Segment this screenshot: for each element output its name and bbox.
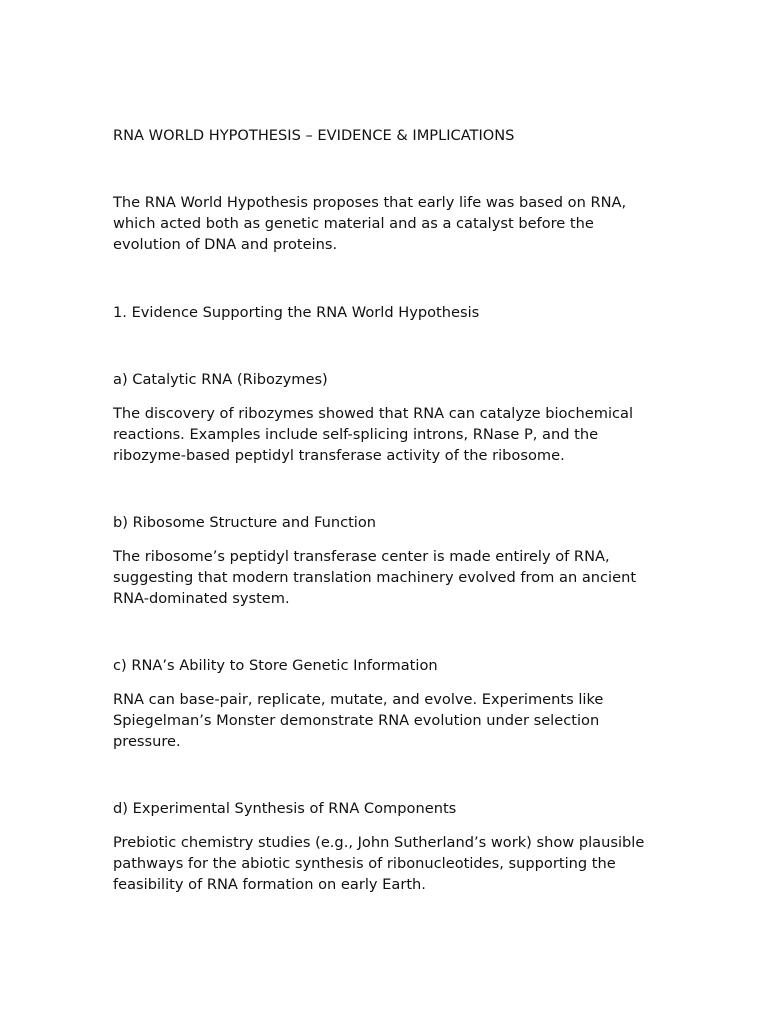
subsection-heading-genetic-information: c) RNA’s Ability to Store Genetic Information (113, 657, 438, 674)
subsection-paragraph-ribozymes: The discovery of ribozymes showed that RNA can catalyze biochemical reactions. Examples include self-splicing introns, RNase P, and the ribozyme-based peptidyl transferase activity of the ribosome. (113, 405, 634, 464)
subsection-paragraph-synthesis: Prebiotic chemistry studies (e.g., John Sutherland’s work) show plausible pathways for the abiotic synthesis of ribonucleotides, supporting the feasibility of RNA formation on early Earth. (113, 834, 645, 893)
subsection-paragraph-genetic-information: RNA can base-pair, replicate, mutate, and evolve. Experiments like Spiegelman’s Monster demonstrate RNA evolution under selection pressure. (113, 691, 604, 750)
subsection-heading-ribozymes: a) Catalytic RNA (Ribozymes) (113, 371, 328, 388)
subsection-heading-ribosome: b) Ribosome Structure and Function (113, 514, 377, 531)
intro-paragraph: The RNA World Hypothesis proposes that early life was based on RNA, which acted both as genetic material and as a catalyst before the evolution of DNA and proteins. (113, 194, 627, 253)
subsection-paragraph-ribosome: The ribosome’s peptidyl transferase center is made entirely of RNA, suggesting that modern translation machinery evolved from an ancient RNA-dominated system. (113, 548, 637, 607)
section-heading-evidence: 1. Evidence Supporting the RNA World Hypothesis (113, 304, 480, 321)
document-title: RNA WORLD HYPOTHESIS – EVIDENCE & IMPLICATIONS (113, 127, 515, 144)
subsection-heading-synthesis: d) Experimental Synthesis of RNA Components (113, 800, 457, 817)
